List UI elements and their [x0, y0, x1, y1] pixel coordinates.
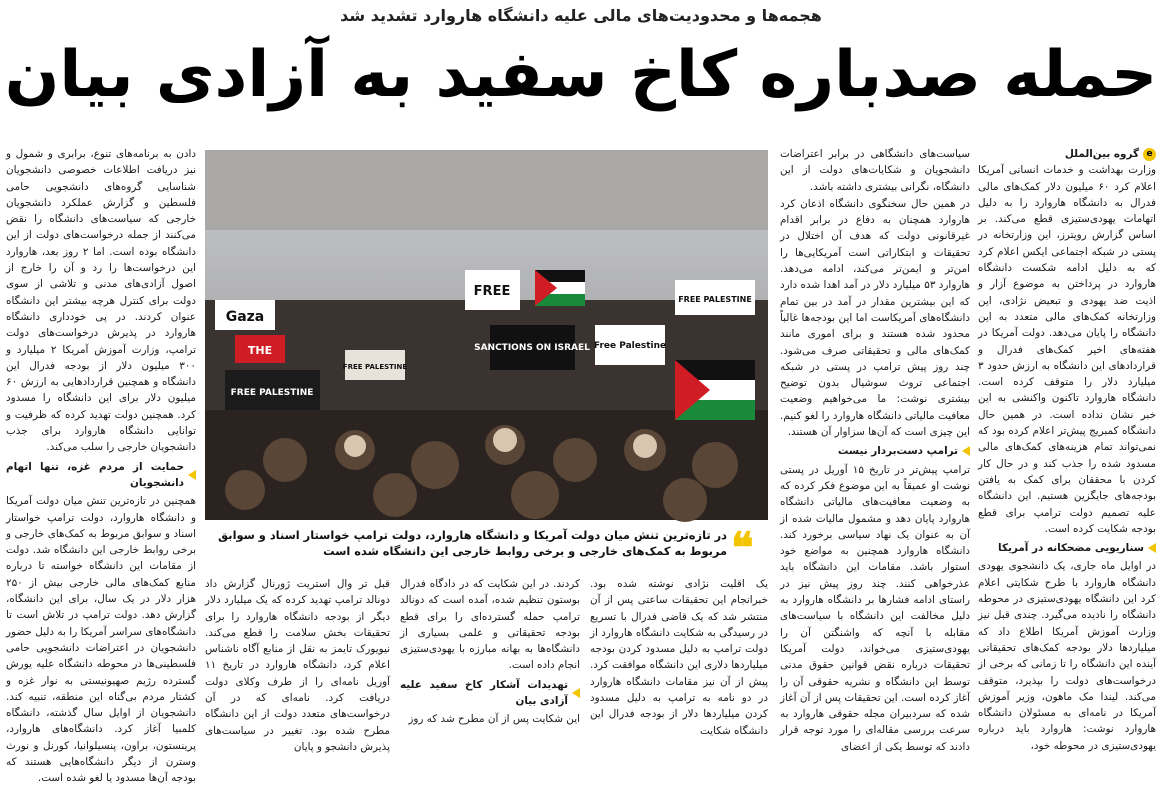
sign-text: FREE PALESTINE — [342, 363, 408, 371]
column-3 — [590, 576, 768, 738]
sign-text: FREE PALESTINE — [678, 295, 752, 304]
col2-paragraph-2: در همین حال سخنگوی دانشگاه اذعان کرد هاروارد همچنان به دفاع در برابر اقدام غیرقانونی دولت که هدف آن اختلال در تحقیقات و ابتکاراتی است آمریکایی‌ها را امن‌تر و ایمن‌تر می‌کند، ادامه می‌دهد. هاروارد ۵۳ میلیارد دلار در آمد اهدا شده دارد که این بیشترین مقدار در آمد در بین تمام دانشگاه‌های آمریکاست اما این بودجه‌ها غالباً محدود شده هستند و برای اموری مانند کمک‌های مالی و تحقیقاتی صرف می‌شود. چند روز پیش ترامپ در پستی در شبکه اجتماعی تروث سوشیال بدون توضیح بیشتری نوشت: ما می‌خواهیم وضعیت معافیت مالیاتی دانشگاه هاروارد را لغو کنیم. این چیزی است که آن‌ها سزاوار آن هستند. — [780, 197, 970, 439]
protest-photo-svg — [205, 150, 768, 520]
subheading-marker-icon — [188, 470, 196, 480]
column-5 — [205, 576, 390, 753]
kicker: هجمه‌ها و محدودیت‌های مالی علیه دانشگاه هاروارد تشدید شد — [340, 6, 822, 25]
col1-paragraph-2: در اوایل ماه جاری، یک دانشجوی یهودی دانشگاه هاروارد با طرح شکایتی اعلام کرد این دانشگاه یهودی‌ستیزی در محوطه دانشگاه را نادیده می‌گیرد. چندی قبل نیز وزارت آموزش آمریکا اطلاع داد که میلیاردها دلار بودجه کمک‌های تحقیقاتی آینده این دانشگاه را تا زمانی که برخی از درخواست‌های دولت را بپذیرد، متوقف می‌کند. لیندا مک ماهون، وزیر آموزش آمریکا در نامه‌ای به مسئولان دانشگاه هاروارد نوشت: هاروارد باید درباره یهودی‌ستیزی در محوطه خود، — [978, 560, 1156, 752]
col1-paragraph-1: وزارت بهداشت و خدمات انسانی آمریکا اعلام کرد ۶۰ میلیون دلار کمک‌های مالی فدرال به دانشگاه هاروارد را به دلیل اتهامات یهودی‌ستیزی قطع می‌کند. بر اساس گزارش رویترز، این وزارتخانه در پستی در شبکه اجتماعی ایکس اعلام کرد که به دلیل ادامه شکست دانشگاه هاروارد در پرداختن به موضوع آزار و اذیت ضد یهودی و تبعیض نژادی، این وزارتخانه کمک‌های مالی متعدد به این دانشگاه را پایان می‌دهد. دولت آمریکا در هفته‌های اخیر کمک‌های فدرال و قراردادهای این دانشگاه به ارزش حدود ۳ میلیارد دلار را متوقف کرده است. دانشگاه هاروارد تاکنون واکنشی به این خبر نشان نداده است. در همین حال دانشگاه کمبریج پیش‌تر اعلام کرده بود که نمی‌تواند تمام هزینه‌های کمک‌های مالی مسدود شده را جذب کند و در حال کار کردن با محققان برای کمک به یافتن بودجه‌های جایگزین هستیم. این دانشگاه علیه تصمیم دولت ترامپ برای قطع بودجه شکایت کرده است. — [978, 164, 1156, 535]
byline-text: گروه بین‌الملل — [1064, 148, 1139, 160]
sign-text: FREE — [473, 284, 511, 299]
col4-paragraph-1: کردند. در این شکایت که در دادگاه فدرال بوستون تنظیم شده، آمده است که دونالد ترامپ حمله گسترده‌ای را برای قطع بودجه تحقیقاتی و علمی بسیاری از دانشگاه‌ها به بهانه مبارزه با یهودی‌ستیزی انجام داده است. — [400, 578, 580, 672]
logo-icon: e — [1143, 148, 1156, 161]
sign-text: Free Palestine — [593, 341, 667, 351]
palestine-flag — [675, 360, 755, 420]
col6-paragraph-1: دادن به برنامه‌های تنوع، برابری و شمول و نیز دریافت اطلاعات خصوصی دانشجویان شناسایی گروه‌های دانشجویی حامی فلسطین و گزارش عملکرد دانشجویان خارجی که سیاست‌های دانشگاه را نقض می‌کنند از جمله درخواست‌های دولت از این دانشگاه بوده است. اما ۲ روز بعد، هاروارد این درخواست‌ها را رد و آن را خارج از اصول آزادی‌های مدنی و تلاشی از سوی دولت برای کنترل هرچه بیشتر این دانشگاه عنوان کردند. در پی خودداری دانشگاه هاروارد در پذیرش درخواست‌های دولت ترامپ، وزارت آموزش آمریکا ۲ میلیارد و ۳۰۰ میلیون دلار از بودجه فدرال این دانشگاه و همچنین قراردادهایی به ارزش ۶۰ میلیون دلار برای این دانشگاه را مسدود کرد. همچنین دولت تهدید کرده که ظرفیت و توانایی دانشگاه هاروارد برای جذب دانشجویان خارجی را سلب می‌کند. — [6, 148, 196, 454]
subheading-marker-icon — [962, 446, 970, 456]
col5-paragraph-1: قبل تر وال استریت ژورنال گزارش داد دونالد ترامپ تهدید کرده که یک میلیارد دلار دیگر از بودجه دانشگاه هاروارد را برای تحقیقات بخش سلامت را قطع می‌کند. نیویورک تایمز به نقل از منابع آگاه ناشناس اعلام کرد، دانشگاه هاروارد در تاریخ ۱۱ آوریل نامه‌ای را از طرف وکلای دولت دریافت کرد. نامه‌ای که در آن درخواست‌های متعدد دولت از این دانشگاه مطرح شده بود. تغییر در سیاست‌های پذیرش دانشجو و پایان — [205, 578, 390, 753]
col4-subheading — [400, 677, 580, 710]
col1-subheading — [978, 540, 1156, 556]
column-1 — [978, 146, 1156, 752]
col2-subheading — [780, 443, 970, 459]
col6-subheading — [6, 459, 196, 492]
headline: حمله صدباره کاخ سفید به آزادی بیان — [4, 38, 1158, 112]
col6-paragraph-2: همچنین در تازه‌ترین تنش میان دولت آمریکا و دانشگاه هاروارد، دولت ترامپ خواستار اسناد و سوابق مربوط به کمک‌های خارجی و برخی روابط خارجی این دانشگاه شد. دولت از مقامات این دانشگاه خواسته تا درباره منابع کمک‌های مالی خارجی بیش از ۲۵۰ هزار دلار در یک سال، برای این دانشگاه، گزارش دهد. دولت ترامپ در تلاش است تا دانشگاه‌های سراسر آمریکا را به دلیل حضور دانشجویان در اعتراضات دانشجویی حامی فلسطینی‌ها در محوطه دانشگاه علیه یورش گسترده رژیم صهیونیستی به نوار غزه و کشتار مردم بی‌گناه این منطقه، تنبیه کند. دانشجویان از اوایل سال گذشته، دانشگاه کلمبیا آغاز کرد. دانشگاه‌های هاروارد، پرینستون، براون، پنسیلوانیا، کورنل و نورث وسترن از دیگر دانشگاه‌هایی هستند که بودجه آن‌ها مسدود یا لغو شده است. — [6, 495, 196, 785]
sign-text: SANCTIONS ON ISRAEL — [474, 343, 590, 353]
subheading-marker-icon — [572, 688, 580, 698]
sign-text: FREE PALESTINE — [230, 388, 314, 398]
protest-photo — [205, 150, 768, 520]
col2-paragraph-3: ترامپ پیش‌تر در تاریخ ۱۵ آوریل در پستی نوشت او عمیقاً به این موضوع فکر کرده که به وضعیت معافیت‌های مالیاتی دانشگاه هاروارد پایان دهد و مشمول مالیات شده از آن به عنوان یک نهاد سیاسی برخورد کند. دانشگاه هاروارد همچنین به مواضع خود استوار باشد. مقامات این دانشگاه باید عذرخواهی کنند. چند روز پیش نیز در راستای ادامه فشارها بر دانشگاه هاروارد به دلیل مخالفت این دانشگاه با سیاست‌های مقابله با آنچه که واشنگتن آن را یهودی‌ستیزی می‌خواند، دولت آمریکا تحقیقات درباره نقض قوانین حقوق مدنی توسط این دانشگاه و نشریه حقوقی آن را آغاز کرده است. این تحقیقات پس از آن آغاز شده که سردبیران مجله حقوقی هاروارد به سرعت بررسی مقاله‌ای را مورد توجه قرار دادند که توسط یکی از اعضای — [780, 463, 970, 753]
col3-paragraph-1: یک اقلیت نژادی نوشته شده بود. خبرانجام این تحقیقات ساعتی پس از آن منتشر شد که یک قاضی فدرال با تسریع در رسیدگی به شکایت دانشگاه هاروارد از دولت ترامپ به دلیل مسدود کردن بودجه میلیاردها دلاری این دانشگاه موافقت کرد. پیش از آن نیز مقامات دانشگاه هاروارد در دو نامه به ترامپ به دلیل مسدود کردن میلیاردها دلار از بودجه فدرال این دانشگاه شکایت — [590, 578, 768, 737]
sign-text: Gaza — [225, 309, 265, 325]
col4-subheading-text: تهدیدات آشکار کاخ سفید علیه آزادی بیان — [400, 678, 568, 708]
photo-caption: در تازه‌ترین تنش میان دولت آمریکا و دانشگاه هاروارد، دولت ترامپ خواستار اسناد و سوابق مربوط به کمک‌های خارجی و برخی روابط خارجی این دانشگاه شده است — [218, 528, 727, 558]
byline — [978, 146, 1156, 162]
subheading-marker-icon — [1148, 543, 1156, 553]
palestine-flag — [535, 270, 585, 306]
col1-subheading-text: سناریویی مضحکانه در آمریکا — [998, 542, 1144, 555]
column-4 — [400, 576, 580, 738]
col4-paragraph-2: این شکایت پس از آن مطرح شد که روز — [408, 713, 580, 726]
col2-paragraph-1: سیاست‌های دانشگاهی در برابر اعتراضات دانشجویان و شکایات‌های دولت از این دانشگاه، نگرانی بیشتری داشته باشد. — [780, 148, 970, 193]
col2-subheading-text: ترامپ دست‌بردار نیست — [837, 445, 958, 458]
quote-icon: ❝ — [731, 523, 754, 572]
sign-text: THE — [247, 344, 273, 357]
column-2 — [780, 146, 970, 753]
col6-subheading-text: حمایت از مردم غزه، تنها اتهام دانشجویان — [6, 460, 184, 489]
column-6 — [6, 146, 196, 785]
